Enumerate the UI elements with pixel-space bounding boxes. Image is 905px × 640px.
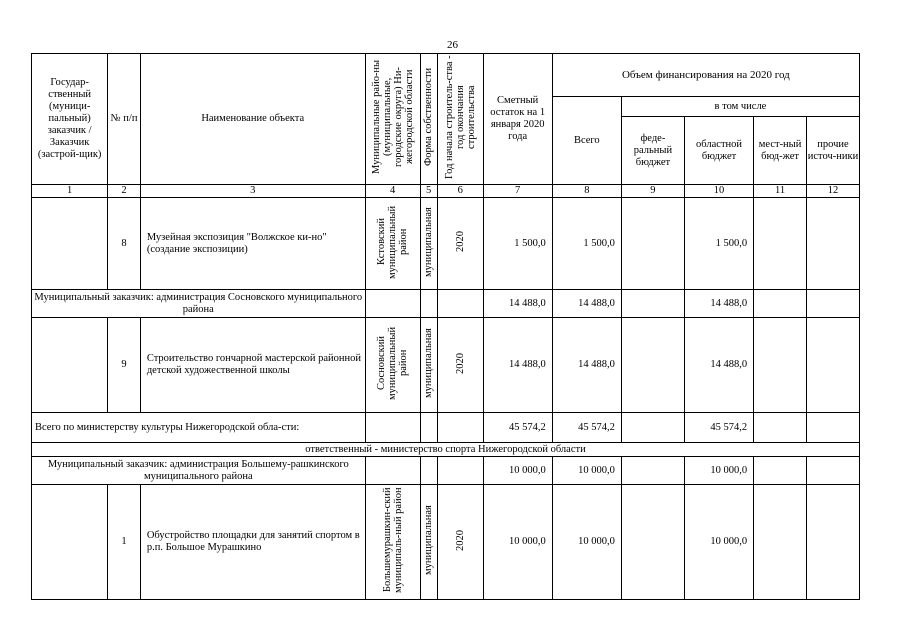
ownership-cell: муниципальная <box>420 198 437 290</box>
customer-row <box>32 457 860 485</box>
regional-cell: 45 574,2 <box>684 413 753 443</box>
row-number: 1 <box>108 485 141 600</box>
column-number: 12 <box>807 185 860 198</box>
financing-table <box>31 53 860 600</box>
header-row-1 <box>32 54 860 97</box>
local-cell <box>754 318 807 413</box>
remainder-cell: 14 488,0 <box>483 318 552 413</box>
header-ownership: Форма собственности <box>420 54 437 185</box>
section-row <box>32 443 860 457</box>
remainder-cell: 10 000,0 <box>483 485 552 600</box>
header-other: прочие источ-ники <box>807 117 860 185</box>
district-cell <box>365 290 420 318</box>
header-number: № п/п <box>108 54 141 185</box>
header-district: Муниципальные райо-ны (муниципальные, городские округа) Ни-жегородской области <box>365 54 420 185</box>
customer-cell <box>32 198 108 290</box>
column-number: 4 <box>365 185 420 198</box>
local-cell <box>754 290 807 318</box>
header-years: Год начала строитель-ства - год окончания строительства <box>437 54 483 185</box>
federal-cell <box>621 198 684 290</box>
year-cell <box>437 290 483 318</box>
other-cell <box>807 485 860 600</box>
federal-cell <box>621 413 684 443</box>
year-cell: 2020 <box>437 318 483 413</box>
header-remainder: Сметный остаток на 1 января 2020 года <box>483 54 552 185</box>
district-cell: Сосновский муниципальный район <box>365 318 420 413</box>
total-cell: 14 488,0 <box>552 290 621 318</box>
federal-cell <box>621 457 684 485</box>
federal-cell <box>621 485 684 600</box>
header-funding-title: Объем финансирования на 2020 год <box>552 54 859 97</box>
total-label: Всего по министерству культуры Нижегородской обла-сти: <box>32 413 366 443</box>
local-cell <box>754 198 807 290</box>
remainder-cell: 45 574,2 <box>483 413 552 443</box>
other-cell <box>807 457 860 485</box>
header-local: мест-ный бюд-жет <box>754 117 807 185</box>
header-regional: областной бюджет <box>684 117 753 185</box>
remainder-cell: 1 500,0 <box>483 198 552 290</box>
column-number: 2 <box>108 185 141 198</box>
total-cell: 45 574,2 <box>552 413 621 443</box>
regional-cell: 1 500,0 <box>684 198 753 290</box>
ownership-cell <box>420 290 437 318</box>
column-number: 9 <box>621 185 684 198</box>
total-cell: 10 000,0 <box>552 457 621 485</box>
total-cell: 10 000,0 <box>552 485 621 600</box>
customer-cell <box>32 485 108 600</box>
row-number: 9 <box>108 318 141 413</box>
district-cell <box>365 413 420 443</box>
district-cell <box>365 457 420 485</box>
local-cell <box>754 485 807 600</box>
section-label: ответственный - министерство спорта Нижегородской области <box>32 443 860 457</box>
local-cell <box>754 413 807 443</box>
column-number: 6 <box>437 185 483 198</box>
header-federal: феде-ральный бюджет <box>621 117 684 185</box>
ownership-cell: муниципальная <box>420 485 437 600</box>
customer-row <box>32 290 860 318</box>
remainder-cell: 14 488,0 <box>483 290 552 318</box>
federal-cell <box>621 290 684 318</box>
regional-cell: 14 488,0 <box>684 318 753 413</box>
object-name: Музейная экспозиция "Волжское ки-но" (создание экспозиции) <box>140 198 365 290</box>
regional-cell: 10 000,0 <box>684 485 753 600</box>
column-number-row <box>32 185 860 198</box>
total-cell: 14 488,0 <box>552 318 621 413</box>
column-number: 5 <box>420 185 437 198</box>
table-row <box>32 318 860 413</box>
total-row <box>32 413 860 443</box>
header-total: Всего <box>552 97 621 185</box>
ownership-cell: муниципальная <box>420 318 437 413</box>
regional-cell: 14 488,0 <box>684 290 753 318</box>
other-cell <box>807 318 860 413</box>
year-cell <box>437 457 483 485</box>
regional-cell: 10 000,0 <box>684 457 753 485</box>
column-number: 8 <box>552 185 621 198</box>
federal-cell <box>621 318 684 413</box>
column-number: 3 <box>140 185 365 198</box>
object-name: Обустройство площадки для занятий спортом в р.п. Большое Мурашкино <box>140 485 365 600</box>
row-number: 8 <box>108 198 141 290</box>
other-cell <box>807 198 860 290</box>
remainder-cell: 10 000,0 <box>483 457 552 485</box>
page-number: 26 <box>447 39 458 51</box>
table-row <box>32 485 860 600</box>
district-cell: Большемурашкин-ский муниципаль-ный район <box>365 485 420 600</box>
column-number: 7 <box>483 185 552 198</box>
header-including: в том числе <box>621 97 859 117</box>
column-number: 10 <box>684 185 753 198</box>
year-cell: 2020 <box>437 198 483 290</box>
column-number: 1 <box>32 185 108 198</box>
total-cell: 1 500,0 <box>552 198 621 290</box>
local-cell <box>754 457 807 485</box>
year-cell: 2020 <box>437 485 483 600</box>
column-number: 11 <box>754 185 807 198</box>
object-name: Строительство гончарной мастерской районной детской художественной школы <box>140 318 365 413</box>
customer-label: Муниципальный заказчик: администрация Большему-рашкинского муниципального района <box>32 457 366 485</box>
customer-cell <box>32 318 108 413</box>
table-row <box>32 198 860 290</box>
header-object-name: Наименование объекта <box>140 54 365 185</box>
other-cell <box>807 290 860 318</box>
customer-label: Муниципальный заказчик: администрация Сосновского муниципального района <box>32 290 366 318</box>
ownership-cell <box>420 457 437 485</box>
district-cell: Кстовский муниципальный район <box>365 198 420 290</box>
ownership-cell <box>420 413 437 443</box>
year-cell <box>437 413 483 443</box>
header-customer: Государ-ственный (муници-пальный) заказчик / Заказчик (застрой-щик) <box>32 54 108 185</box>
other-cell <box>807 413 860 443</box>
